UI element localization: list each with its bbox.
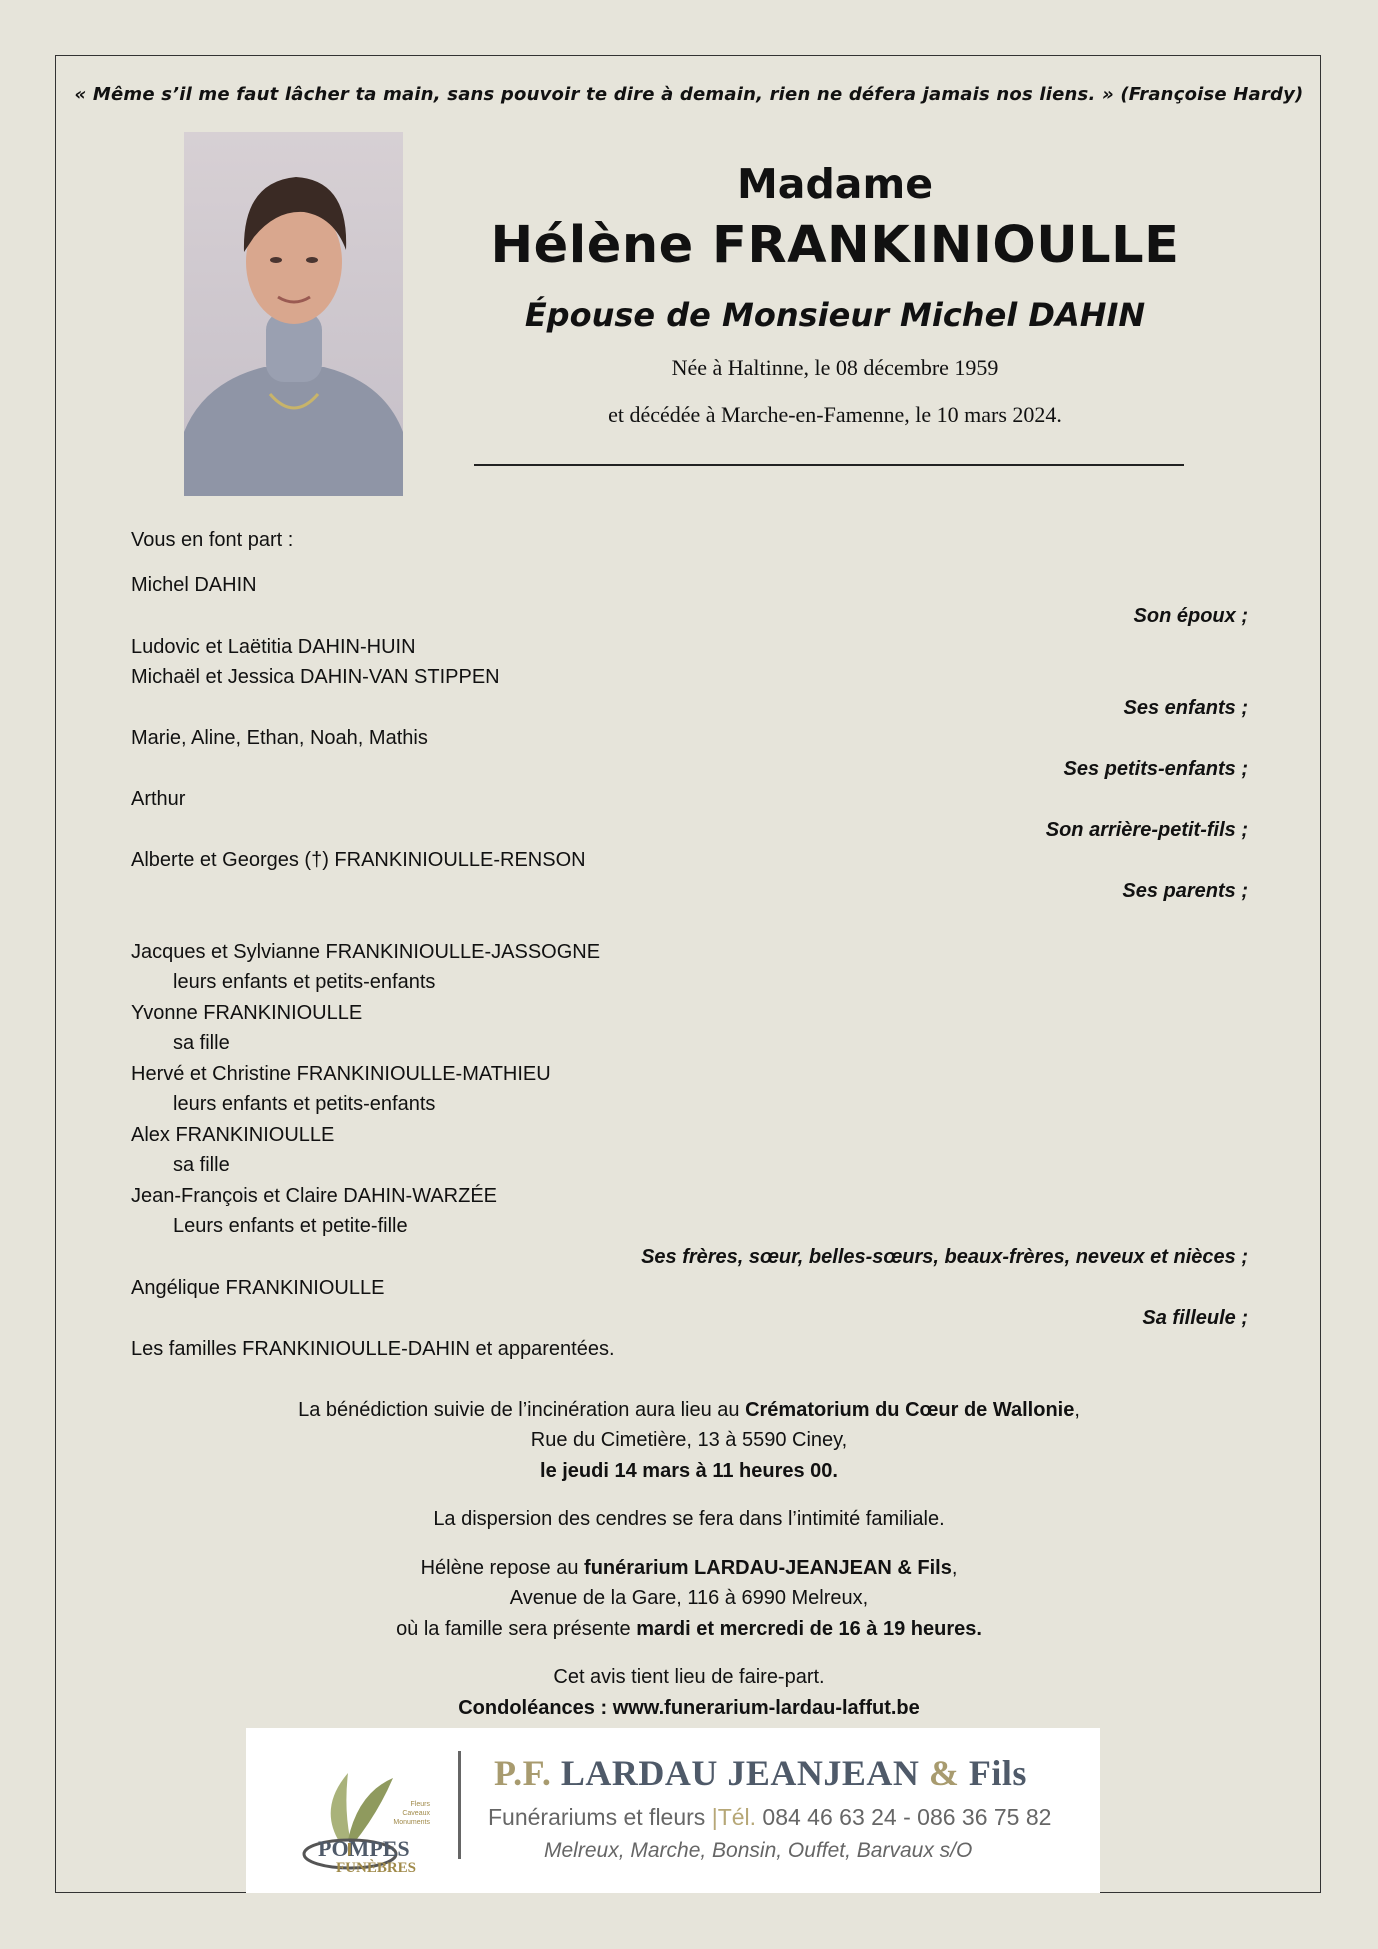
- deceased-name: Hélène FRANKINIOULLE: [490, 216, 1180, 275]
- family-sibling-1: Jacques et Sylvianne FRANKINIOULLE-JASSOGNE: [131, 941, 601, 963]
- birth-line: Née à Haltinne, le 08 décembre 1959: [671, 355, 999, 380]
- logo-small-1: Fleurs: [410, 1801, 430, 1808]
- portrait-image: [184, 132, 403, 496]
- brand-locations: Melreux, Marche, Bonsin, Ouffet, Barvaux s/O: [544, 1839, 973, 1862]
- family-extended: Les familles FRANKINIOULLE-DAHIN et apparentées.: [131, 1338, 615, 1360]
- family-goddaughter: Angélique FRANKINIOULLE: [131, 1277, 385, 1299]
- brand-services-phone: Funérariums et fleurs |Tél. 084 46 63 24 - 086 36 75 82: [488, 1804, 1052, 1830]
- rest-line-1: Hélène repose au funérarium LARDAU-JEANJEAN & Fils,: [420, 1557, 958, 1579]
- family-sibling-2-sub: sa fille: [173, 1032, 230, 1054]
- banner-divider: [458, 1751, 461, 1859]
- logo-leaf-right: [348, 1778, 393, 1843]
- phone-numbers[interactable]: 084 46 63 24 - 086 36 75 82: [762, 1804, 1052, 1830]
- ceremony-line-1: La bénédiction suivie de l’incinération aura lieu au Crématorium du Cœur de Wallonie,: [298, 1399, 1080, 1421]
- family-parents: Alberte et Georges (†) FRANKINIOULLE-RENSON: [131, 849, 586, 871]
- family-parents-role: Ses parents ;: [1122, 880, 1248, 902]
- pompes-funebres-logo: [278, 1748, 448, 1878]
- family-spouse-role: Son époux ;: [1133, 605, 1248, 627]
- visiting-hours: mardi et mercredi de 16 à 19 heures.: [636, 1618, 982, 1640]
- family-sibling-4: Alex FRANKINIOULLE: [131, 1124, 335, 1146]
- epigraph-quote: « Même s’il me faut lâcher ta main, sans pouvoir te dire à demain, rien ne défera jamais nos liens. » (Françoise Hardy): [74, 84, 1304, 105]
- intro-text: Vous en font part :: [131, 529, 294, 551]
- family-sibling-5: Jean-François et Claire DAHIN-WARZÉE: [131, 1185, 498, 1207]
- condolences-link[interactable]: Condoléances : www.funerarium-lardau-laffut.be: [458, 1697, 920, 1719]
- family-sibling-1-sub: leurs enfants et petits-enfants: [173, 971, 436, 993]
- family-greatgrandchild-role: Son arrière-petit-fils ;: [1045, 819, 1248, 841]
- family-sibling-3: Hervé et Christine FRANKINIOULLE-MATHIEU: [131, 1063, 551, 1085]
- logo-word-2: FUNÈBRES: [336, 1860, 417, 1876]
- logo-small-3: Monuments: [393, 1819, 430, 1826]
- family-goddaughter-role: Sa filleule ;: [1142, 1307, 1248, 1329]
- logo-word-1: POMPES: [318, 1836, 410, 1861]
- funeral-home-banner: [246, 1728, 1100, 1893]
- spouse-line: Épouse de Monsieur Michel DAHIN: [524, 296, 1146, 334]
- portrait-photo: [184, 132, 403, 496]
- ceremony-date: le jeudi 14 mars à 11 heures 00.: [540, 1460, 838, 1482]
- logo-small-2: Caveaux: [402, 1810, 430, 1817]
- funerarium-name: funérarium LARDAU-JEANJEAN & Fils: [584, 1557, 952, 1579]
- family-sibling-3-sub: leurs enfants et petits-enfants: [173, 1093, 436, 1115]
- family-grandchildren: Marie, Aline, Ethan, Noah, Mathis: [131, 727, 428, 749]
- family-grandchildren-role: Ses petits-enfants ;: [1063, 758, 1248, 780]
- death-line: et décédée à Marche-en-Famenne, le 10 mars 2024.: [608, 402, 1062, 427]
- crematorium-name: Crématorium du Cœur de Wallonie: [745, 1399, 1075, 1421]
- notice-text: Cet avis tient lieu de faire-part.: [553, 1666, 825, 1688]
- family-child-2: Michaël et Jessica DAHIN-VAN STIPPEN: [131, 666, 500, 688]
- brand-name: P.F. LARDAU JEANJEAN & Fils: [494, 1753, 1027, 1793]
- family-sibling-5-sub: Leurs enfants et petite-fille: [173, 1215, 408, 1237]
- title-honorific: Madame: [736, 160, 933, 208]
- family-children-role: Ses enfants ;: [1123, 697, 1248, 719]
- family-child-1: Ludovic et Laëtitia DAHIN-HUIN: [131, 636, 416, 658]
- family-spouse-name: Michel DAHIN: [131, 574, 257, 596]
- logo-leaf-left: [331, 1773, 350, 1843]
- rest-line-2: Avenue de la Gare, 116 à 6990 Melreux,: [509, 1587, 869, 1609]
- family-siblings-role: Ses frères, sœur, belles-sœurs, beaux-frères, neveux et nièces ;: [641, 1246, 1248, 1268]
- heading-divider: [474, 464, 1184, 466]
- family-greatgrandchild: Arthur: [131, 788, 186, 810]
- dispersion-text: La dispersion des cendres se fera dans l’intimité familiale.: [433, 1508, 945, 1530]
- rest-line-3: où la famille sera présente mardi et mercredi de 16 à 19 heures.: [396, 1618, 982, 1640]
- ceremony-line-2: Rue du Cimetière, 13 à 5590 Ciney,: [530, 1429, 848, 1451]
- family-sibling-4-sub: sa fille: [173, 1154, 230, 1176]
- family-sibling-2: Yvonne FRANKINIOULLE: [131, 1002, 363, 1024]
